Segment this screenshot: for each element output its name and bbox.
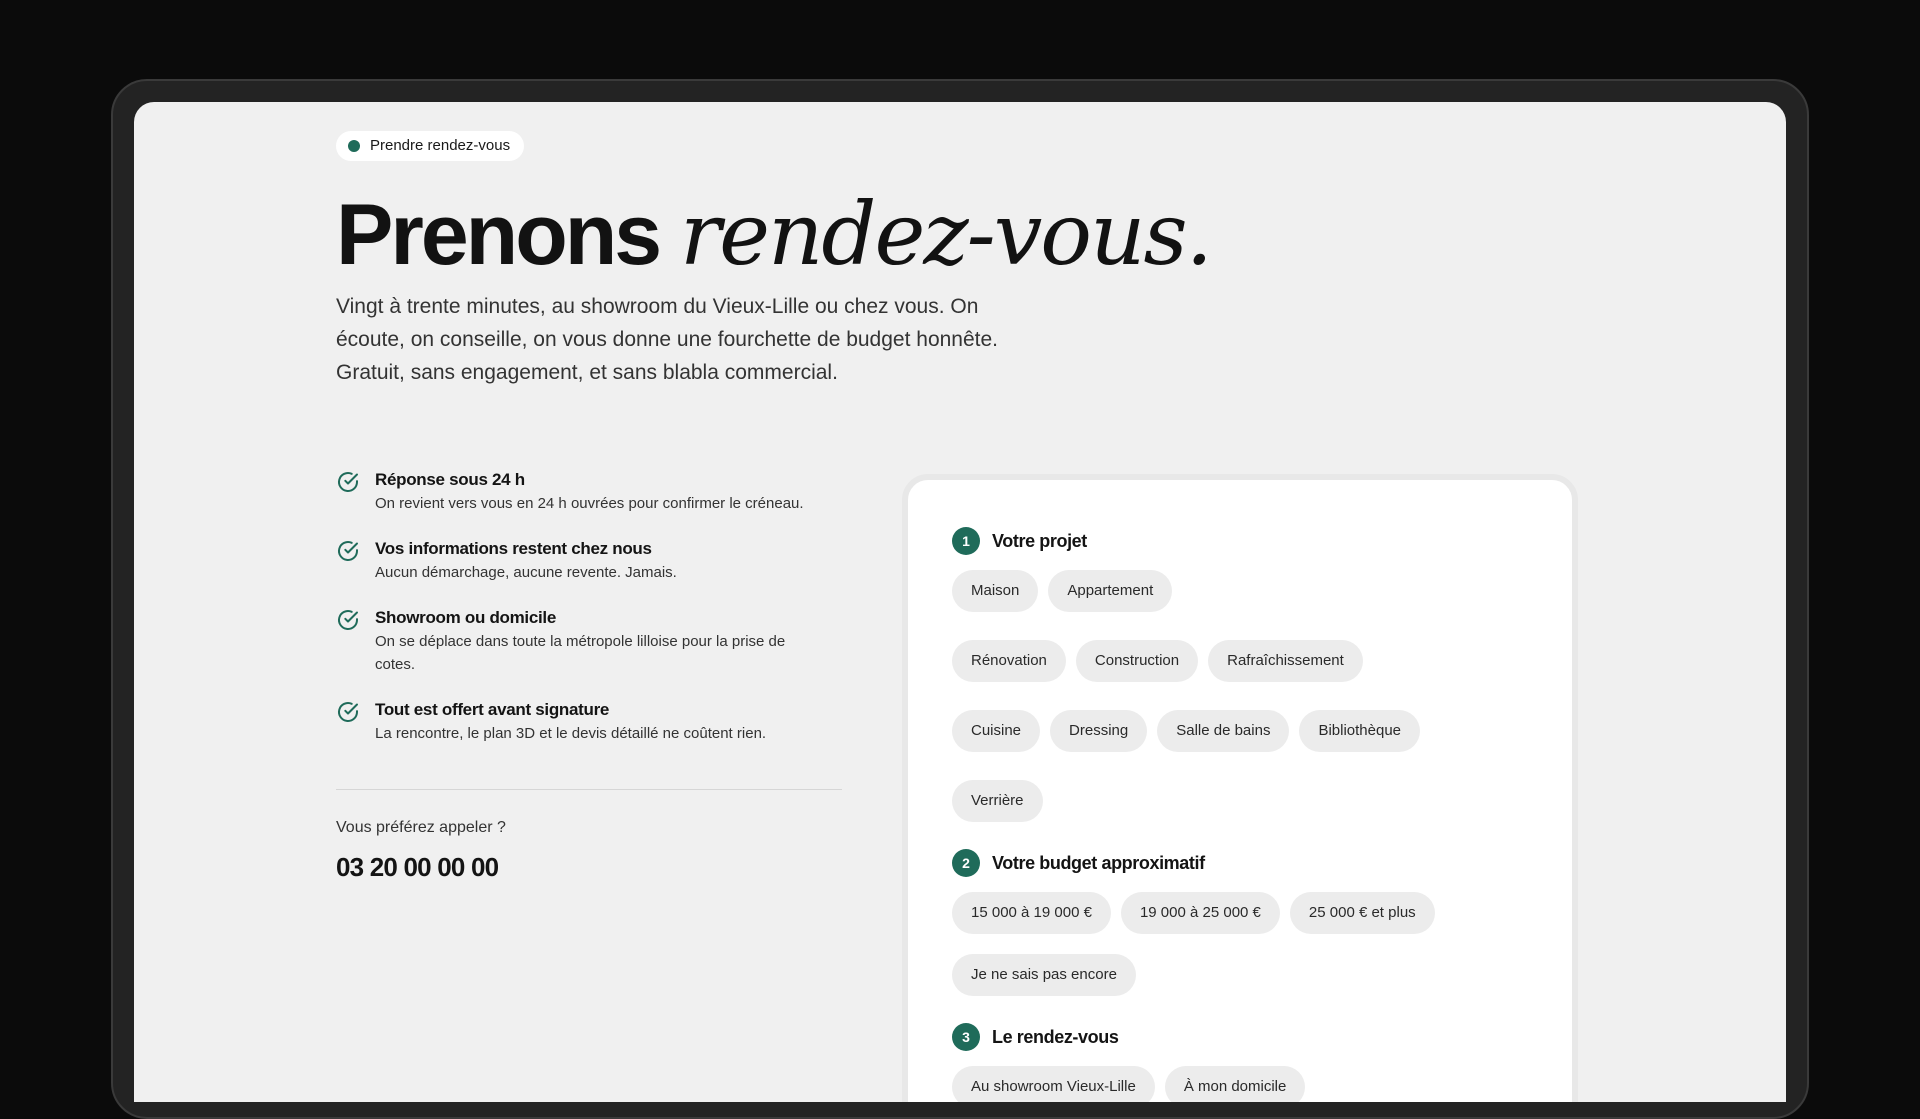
feature-title: Showroom ou domicile [375,608,557,627]
feature-desc: Aucun démarchage, aucune revente. Jamais. [375,564,677,581]
feature-item [336,606,856,676]
step-title: Votre budget approximatif [992,852,1205,873]
call-label: Vous préférez appeler ? [336,819,506,836]
option-chip[interactable]: Appartement [1048,570,1172,612]
intro-line: Vingt à trente minutes, au showroom du Vieux-Lille ou chez vous. On [336,295,979,318]
check-circle-icon [336,470,360,494]
feature-list [336,468,856,767]
feature-title: Vos informations restent chez nous [375,539,652,558]
option-chip[interactable]: Rafraîchissement [1208,640,1363,682]
status-dot-icon [348,140,360,152]
intro-text [336,290,1036,389]
badge-label: Prendre rendez-vous [370,137,511,154]
form-steps [952,526,1532,1102]
option-chip[interactable]: 19 000 à 25 000 € [1121,892,1280,934]
option-chip[interactable]: 25 000 € et plus [1290,892,1435,934]
meeting-location-options [952,1066,1512,1102]
main-content [336,102,1596,1102]
check-circle-icon [336,539,360,563]
feature-title: Réponse sous 24 h [375,470,525,489]
option-chip[interactable]: Je ne sais pas encore [952,954,1136,996]
option-chip[interactable]: 15 000 à 19 000 € [952,892,1111,934]
title-regular: Prenons [336,187,660,283]
budget-options [952,892,1512,996]
option-chip[interactable]: Bibliothèque [1299,710,1420,752]
option-chip[interactable]: Rénovation [952,640,1066,682]
feature-desc: La rencontre, le plan 3D et le devis détaillé ne coûtent rien. [375,725,767,742]
title-italic: rendez-vous. [680,185,1211,285]
option-chip[interactable]: Salle de bains [1157,710,1289,752]
page-title [336,180,1211,290]
step-number-badge: 1 [952,527,980,555]
project-options [952,570,1512,822]
feature-item [336,537,856,584]
check-circle-icon [336,700,360,724]
feature-desc: cotes. [375,656,416,673]
page-screen [134,102,1786,1102]
option-chip[interactable]: Dressing [1050,710,1147,752]
step-header [952,526,1532,556]
intro-line: écoute, on conseille, on vous donne une fourchette de budget honnête. [336,328,999,351]
feature-desc: On se déplace dans toute la métropole lilloise pour la prise de [375,633,786,650]
option-chip[interactable]: À mon domicile [1165,1066,1306,1102]
step-title: Le rendez-vous [992,1026,1119,1047]
option-chip[interactable]: Cuisine [952,710,1040,752]
phone-number-link[interactable]: 03 20 00 00 00 [336,852,499,882]
check-circle-icon [336,608,360,632]
option-chip[interactable]: Construction [1076,640,1198,682]
feature-title: Tout est offert avant signature [375,700,610,719]
feature-item [336,698,856,745]
feature-desc: On revient vers vous en 24 h ouvrées pour confirmer le créneau. [375,495,804,512]
step-title: Votre projet [992,530,1087,551]
option-chip[interactable]: Verrière [952,780,1043,822]
option-chip[interactable]: Au showroom Vieux-Lille [952,1066,1155,1102]
feature-item [336,468,856,515]
option-chip[interactable]: Maison [952,570,1038,612]
step-number-badge: 3 [952,1023,980,1051]
step-header [952,848,1532,878]
step-header [952,1022,1532,1052]
section-badge [336,131,524,161]
intro-line: Gratuit, sans engagement, et sans blabla commercial. [336,361,838,384]
divider [336,789,842,790]
step-number-badge: 2 [952,849,980,877]
appointment-form-card [902,474,1578,1102]
